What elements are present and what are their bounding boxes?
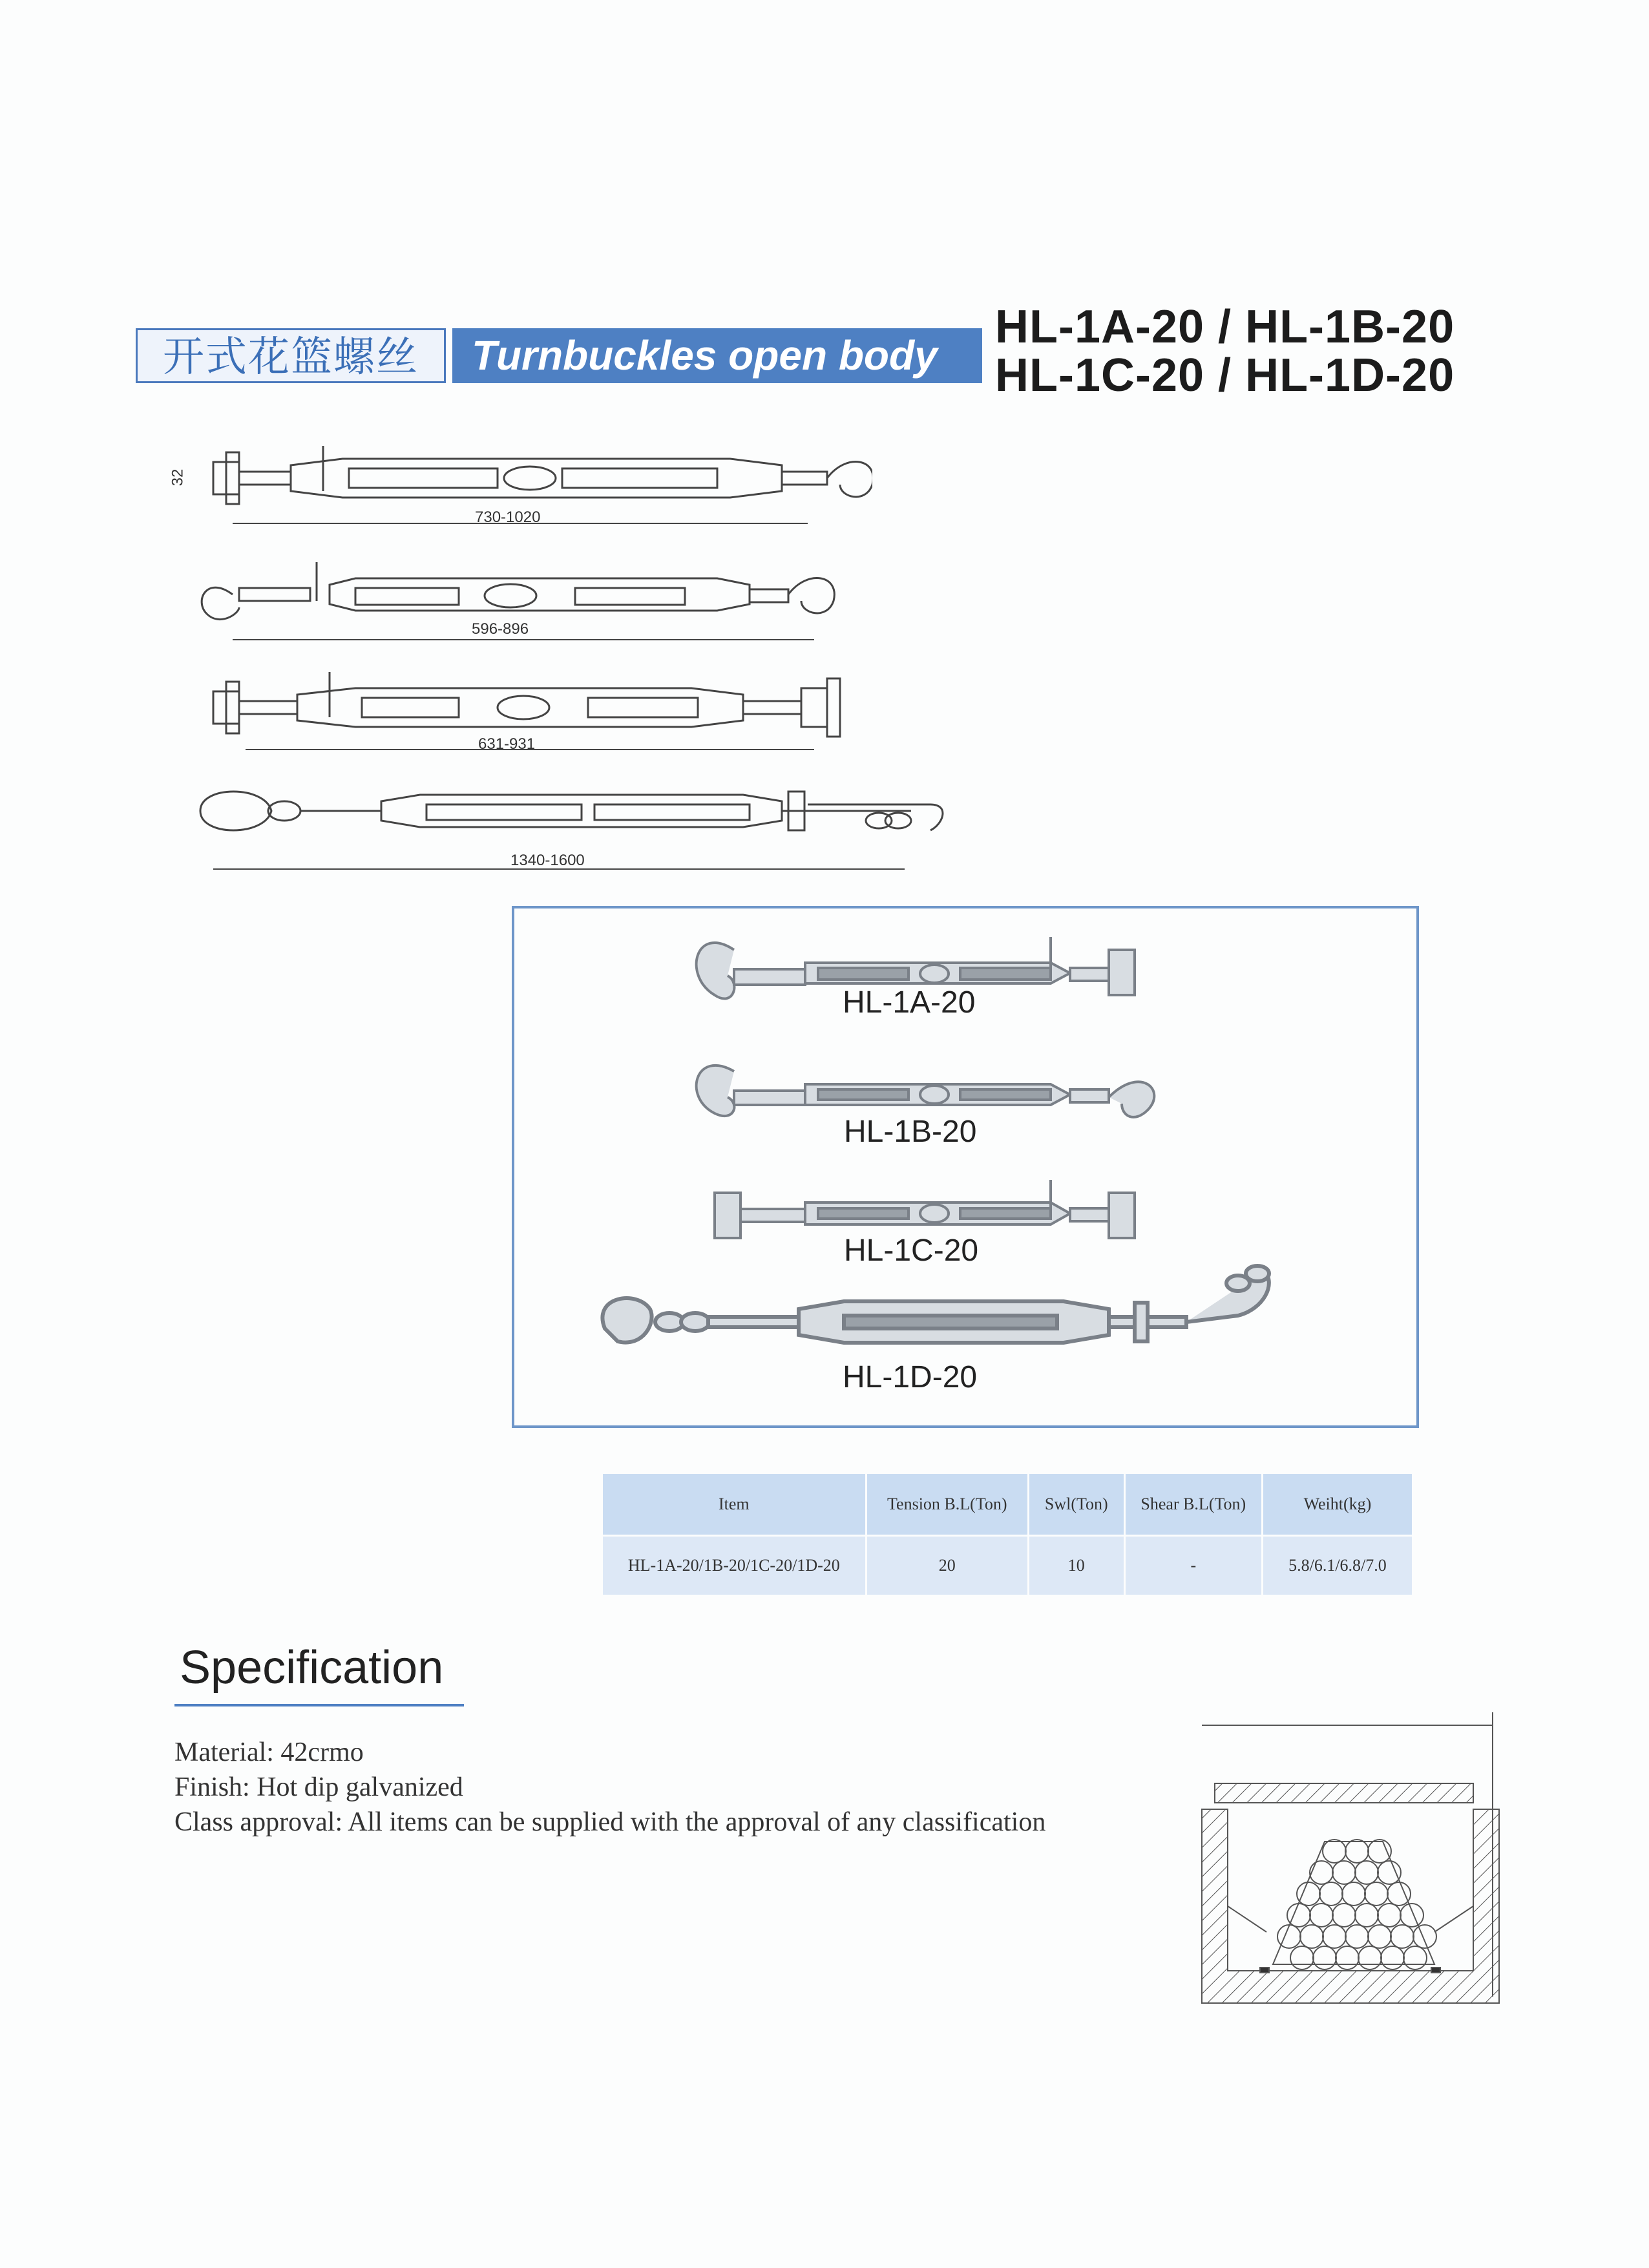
column-header: Tension B.L(Ton) bbox=[866, 1473, 1028, 1536]
dimension-label: 631-931 bbox=[478, 735, 536, 753]
column-header: Weiht(kg) bbox=[1262, 1473, 1413, 1536]
spec-table bbox=[601, 1472, 1414, 1597]
product-photo-panel bbox=[512, 906, 1419, 1428]
column-header: Shear B.L(Ton) bbox=[1124, 1473, 1262, 1536]
dimension-label: 596-896 bbox=[472, 620, 529, 638]
table-cell: - bbox=[1124, 1536, 1262, 1596]
photo-hl-1d-20 bbox=[592, 1257, 1303, 1367]
table-cell: 10 bbox=[1028, 1536, 1124, 1596]
title-english: Turnbuckles open body bbox=[452, 328, 982, 383]
photo-caption: HL-1D-20 bbox=[843, 1360, 978, 1394]
dimension-label: 1340-1600 bbox=[510, 852, 585, 869]
title-chinese: 开式花篮螺丝 bbox=[136, 328, 446, 383]
table-cell: 5.8/6.1/6.8/7.0 bbox=[1262, 1536, 1413, 1596]
specification-underline bbox=[174, 1704, 464, 1706]
specification-title: Specification bbox=[180, 1642, 444, 1694]
model-list-line-1: HL-1A-20 / HL-1B-20 bbox=[995, 301, 1455, 353]
spec-material: Material: 42crmo bbox=[174, 1738, 364, 1767]
diameter-label: 32 bbox=[169, 468, 187, 487]
spec-finish: Finish: Hot dip galvanized bbox=[174, 1772, 463, 1802]
stowage-cross-section-diagram bbox=[1176, 1712, 1512, 2016]
photo-caption: HL-1B-20 bbox=[844, 1115, 977, 1149]
table-row bbox=[602, 1536, 1413, 1596]
table-cell: 20 bbox=[866, 1536, 1028, 1596]
dimension-label: 730-1020 bbox=[475, 509, 541, 526]
spec-class-approval: Class approval: All items can be supplied with the approval of any classification bbox=[174, 1807, 1046, 1837]
table-cell: HL-1A-20/1B-20/1C-20/1D-20 bbox=[602, 1536, 867, 1596]
column-header: Item bbox=[602, 1473, 867, 1536]
model-list-line-2: HL-1C-20 / HL-1D-20 bbox=[995, 350, 1455, 401]
table-header-row bbox=[602, 1473, 1413, 1536]
photo-caption: HL-1C-20 bbox=[844, 1234, 979, 1268]
photo-caption: HL-1A-20 bbox=[843, 985, 976, 1020]
column-header: Swl(Ton) bbox=[1028, 1473, 1124, 1536]
